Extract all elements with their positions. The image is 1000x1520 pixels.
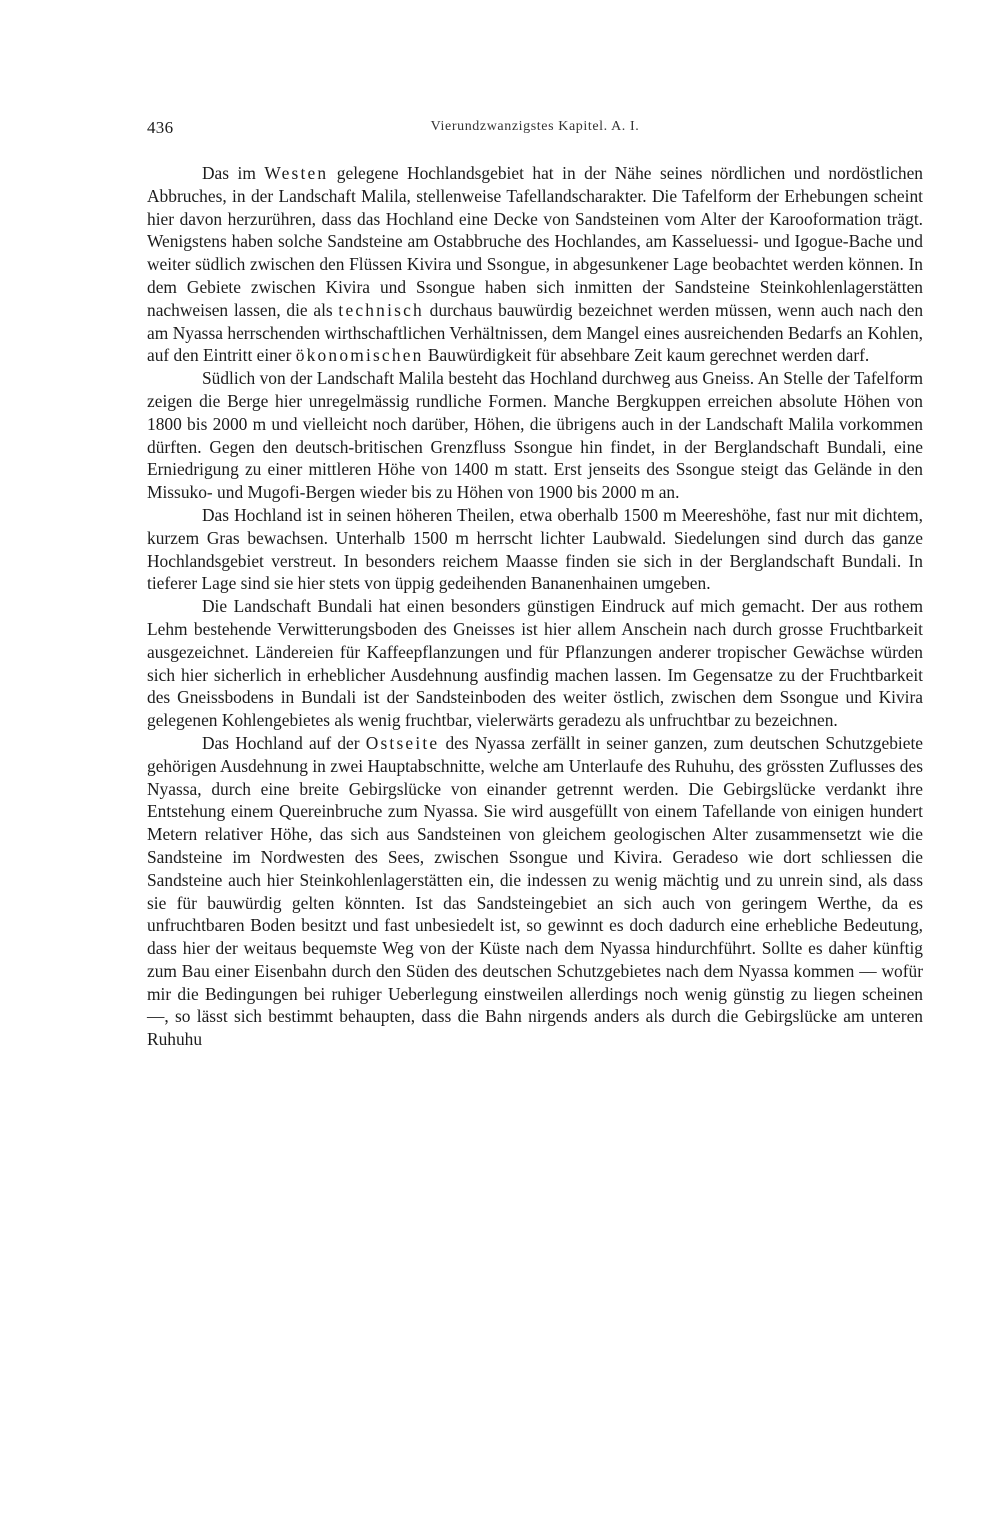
paragraph-text: gelegene Hochlandsgebiet hat in der Nähe seines nördlichen und nordöstlichen Abbruches, in der Landschaft Malila, stellenweise Tafellandscharakter. Die Tafelform der Erhebungen scheint hier davon herzurühren, dass das Hochland eine Decke von Sandsteinen vom Alter der Karooformation trägt. Wenigstens haben solche Sandsteine am Ostabbruche des Hochlandes, am Kasseluessi- und Igogue-Bache und weiter südlich zwischen den Flüssen Kivira und Ssongue, in abgesunkener Lage beobachtet werden können. In dem Gebiete zwischen Kivira und Ssongue haben sich inmitten der Sandsteine Steinkohlenlagerstätten nachweisen lassen, die als (147, 163, 923, 320)
chapter-title: Vierundzwanzigstes Kapitel. A. I. (430, 119, 640, 134)
paragraph-bundali: Die Landschaft Bundali hat einen besonders günstigen Eindruck auf mich gemacht. Der aus rothem Lehm bestehende Verwitterungsboden des Gneisses ist hier allem Anschein nach durch grosse Fruchtbarkeit ausgezeichnet. Ländereien für Kaffeepflanzungen und für Pflanzungen anderer tropischer Gewächse würden sich hier sicherlich in erheblicher Ausdehnung ausfindig machen lassen. Im Gegensatze zu der Fruchtbarkeit des Gneissbodens in Bundali ist der Sandsteinboden des weiter östlich, zwischen dem Ssongue und Kivira gelegenen Kohlengebietes als wenig fruchtbar, vielerwärts geradezu als unfruchtbar zu bezeichnen. (147, 596, 923, 731)
paragraph-text: Das Hochland auf der (202, 732, 366, 753)
paragraph-text: des Nyassa zerfällt in seiner ganzen, zum deutschen Schutzgebiete gehörigen Ausdehnung in zwei Hauptabschnitte, welche am Unterlaufe des Ruhuhu, des grössten Zuflusses des Nyassa, durch eine breite Gebirgslücke von einander getrennt werden. Die Gebirgslücke verdankt ihre Entstehung einem Quereinbruche zum Nyassa. Sie wird ausgefüllt von einem Tafellande von einigen hundert Metern relativer Höhe, das sich aus Sandsteinen von gleichem geologischen Alter zusammensetzt wie die Sandsteine im Nordwesten des Sees, zwischen Ssongue und Kivira. Geradeso wie dort schliessen die Sandsteine auch hier Steinkohlenlagerstätten ein, die indessen zu wenig mächtig und zu unrein sind, als dass sie für bauwürdig gelten könnten. Ist das Sandsteingebiet an sich auch von geringem Werthe, da es unfruchtbaren Boden besitzt und fast unbesiedelt ist, so gewinnt es doch dadurch eine erhebliche Bedeutung, dass hier der weitaus bequemste Weg von der Küste nach dem Nyassa hindurchführt. Sollte es daher künftig zum Bau einer Eisenbahn durch den Süden des deutschen Schutzgebietes nach dem Nyassa kommen — wofür mir die Bedingungen bei ruhiger Ueberlegung einstweilen allerdings noch wenig günstig zu liegen scheinen —, so lässt sich bestimmt behaupten, dass die Bahn nirgends anders als durch die Gebirgslücke am unteren Ruhuhu (147, 732, 923, 1050)
emphasis-technisch: technisch (338, 299, 424, 320)
paragraph-gneiss-heights: Südlich von der Landschaft Malila besteht das Hochland durchweg aus Gneiss. An Stelle der Tafelform zeigen die Berge hier unregelmässig rundliche Formen. Manche Bergkuppen erreichen absolute Höhen von 1800 bis 2000 m und vielleicht noch darüber, Höhen, die übrigens auch in der Landschaft Malila vorkommen dürften. Gegen den deutsch-britischen Grenzfluss Ssongue hin findet, in der Berglandschaft Bundali, eine Erniedrigung zu einer mittleren Höhe von 1400 m statt. Erst jenseits des Ssongue steigt das Gelände in den Missuko- und Mugofi-Bergen wieder bis zu Höhen von 1900 bis 2000 m an. (147, 368, 923, 503)
emphasis-westen: Westen (264, 163, 329, 183)
running-head (147, 118, 923, 142)
emphasis-ostseite: Ostseite (365, 732, 440, 753)
paragraph-text: durchaus bauwürdig bezeichnet werden müssen, wenn auch nach den am Nyassa herrschenden wirthschaftlichen Verhältnissen, dem Mangel eines ausreichenden Bedarfs an Kohlen, auf den Eintritt einer (147, 299, 924, 366)
paragraph-malila-sandstone (147, 162, 923, 367)
page-number: 436 (147, 118, 174, 137)
body-text (147, 162, 923, 1051)
emphasis-oekonomischen: ökonomischen (295, 345, 424, 366)
paragraph-text: Bauwürdigkeit für absehbare Zeit kaum gerechnet werden darf. (423, 345, 870, 366)
paragraph-text: Das im (202, 163, 265, 183)
paragraph-vegetation: Das Hochland ist in seinen höheren Theilen, etwa oberhalb 1500 m Meereshöhe, fast nur mit dichtem, kurzem Gras bewachsen. Unterhalb 1500 m herrscht lichter Laubwald. Siedelungen sind durch das ganze Hochlandsgebiet verstreut. In besonders reichem Maasse finden sie sich in der Berglandschaft Bundali. In tieferer Lage sind sie hier stets von üppig gedeihenden Bananenhainen umgeben. (147, 504, 923, 594)
paragraph-east-side (147, 732, 923, 1051)
